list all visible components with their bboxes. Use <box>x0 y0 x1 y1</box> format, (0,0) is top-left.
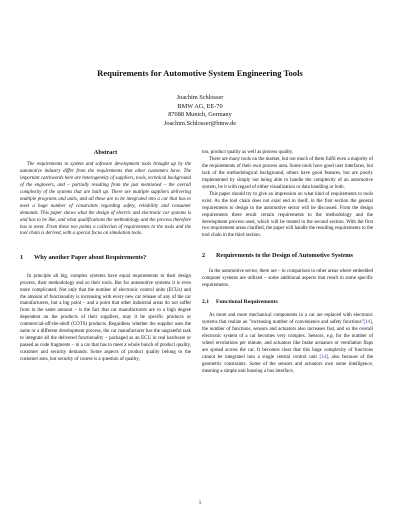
section-2-title: Requirements to the Design of Automotive Systems <box>216 252 354 260</box>
subsection-2-1-text-c: , also because of the geometric constraints. Some of the sensors and actuators own some intelligence, meaning a simple unit housing a bus interface, <box>202 355 373 375</box>
subsection-2-1-text-b: , the number of functions, sensors and actuators also increases fast, and so the overall electronic system of a car becomes very complex. Sensors, e.g. for the number of wheel revolutions per minute, and actuators like brake actuators or ventilation flaps are spread across the car. It becomes clear that this huge complexity of functions cannot be integrated into a single central control unit <box>202 320 373 361</box>
section-1-continuation: too, product quality as well as process quality. <box>202 150 294 155</box>
subsection-2-1-text-a: As more and more mechanical components in a car are replaced with electronic systems that realize an "increasing number of convenience and safety functions" <box>202 313 373 326</box>
abstract-heading: Abstract <box>93 149 118 156</box>
section-1-heading <box>20 254 191 262</box>
section-1-paragraph-3: This paper should try to give an impression on what kind of requirements to tools exist. As the tool chain does not exist end in itself, in the first section the general requirements to design in the automotive sector will be discussed. From the design requirements there result certain requirements to the methodology and the development process used, which will be treated in the second section. With the first two requirement areas clarified, the paper will handle the resulting requirements to the tool chain in the third section. <box>202 191 373 239</box>
subsection-2-1-heading <box>202 299 373 306</box>
paper-title: Requirements for Automotive System Engineering Tools <box>97 68 303 78</box>
section-1-paragraph-2: There are many tools on the market, but not much of them fulfil even a majority of the requirements of their own process area. Some tools have good user interfaces, but lack of the methodological background, others have good features, but are poorly implemented by simply not being able to handle the complexity of an automotive system, be it with regard of either visualization or data handling or both. <box>202 156 373 190</box>
author-block <box>0 94 400 129</box>
subsection-2-1-paragraph <box>202 313 373 376</box>
author-affiliation: BMW AG, EE-70 <box>177 102 223 110</box>
section-2-number: 2 <box>202 252 206 260</box>
citation-link-14b[interactable]: [14] <box>319 355 328 361</box>
section-1-title: Why another Paper about Requirements? <box>34 254 147 262</box>
author-address: 87088 Munich, Germany <box>168 111 232 119</box>
section-1-number: 1 <box>20 254 24 262</box>
abstract-text: The requirements to system and software development tools brought up by the automotive industry differ from the requirements that other customers have. The important catchwords here are heterogeneity of suppliers, tools, technical background of the engineers, and – partially resulting from the just mentioned – the overall complexity of the systems that are built up. There are multiple suppliers delivering multiple programs and units, and all these are to be integrated into a car that has to meet a huge number of constraints regarding safety, reliability and consumer demands. This paper shows what the design of electric and electronic car systems is and has to be like, and what qualifications the methodology and the process therefore has to meet. From these two points a collection of requirements to the tools and the tool chain is derived, with a special focus on simulation tools. <box>20 161 191 237</box>
right-column <box>202 150 373 376</box>
section-2-paragraph: In the automotive sector, there are – in comparison to other areas where embedded computer systems are utilized – some additional aspects that result in some specific requirements. <box>202 268 373 288</box>
subsection-2-1-title: Functional Requirements <box>216 299 278 306</box>
section-2-heading <box>202 252 373 260</box>
author-email: Joachim.Schlosser@bmw.de <box>163 120 237 128</box>
author-name: Joachim Schlosser <box>176 94 224 101</box>
citation-link-14a[interactable]: [14] <box>363 320 372 326</box>
left-column <box>20 150 191 364</box>
page-number: 1 <box>198 501 202 506</box>
section-1-paragraph: In principle all big, complex systems have equal requirements to their design process, their methodology and so their tools. But for automotive systems it is even more complicated. Not only that the number of electronic control units (ECUs) and the amount of functionality is increasing with every new car release of any of the car manufacturers, but a big point – and a point that other industrial areas do not suffer from in the same amount – is the fact that car manufacturers are to a high degree dependent on the products of their suppliers, may it be specific products or commercial-off-the-shelf (COTS) products. Regardless whether the supplier uses the same or a different development process, the car manufacturer has the ungrateful task to integrate all the delivered functionality – packaged as an ECU in real hardware or passed as code fragments – in a car that has to meet a whole bunch of product quality, customer and security demands. Some aspects of product quality belong to the customer area, but security of course is a question of quality, <box>20 273 191 363</box>
subsection-2-1-number: 2.1 <box>202 299 210 306</box>
